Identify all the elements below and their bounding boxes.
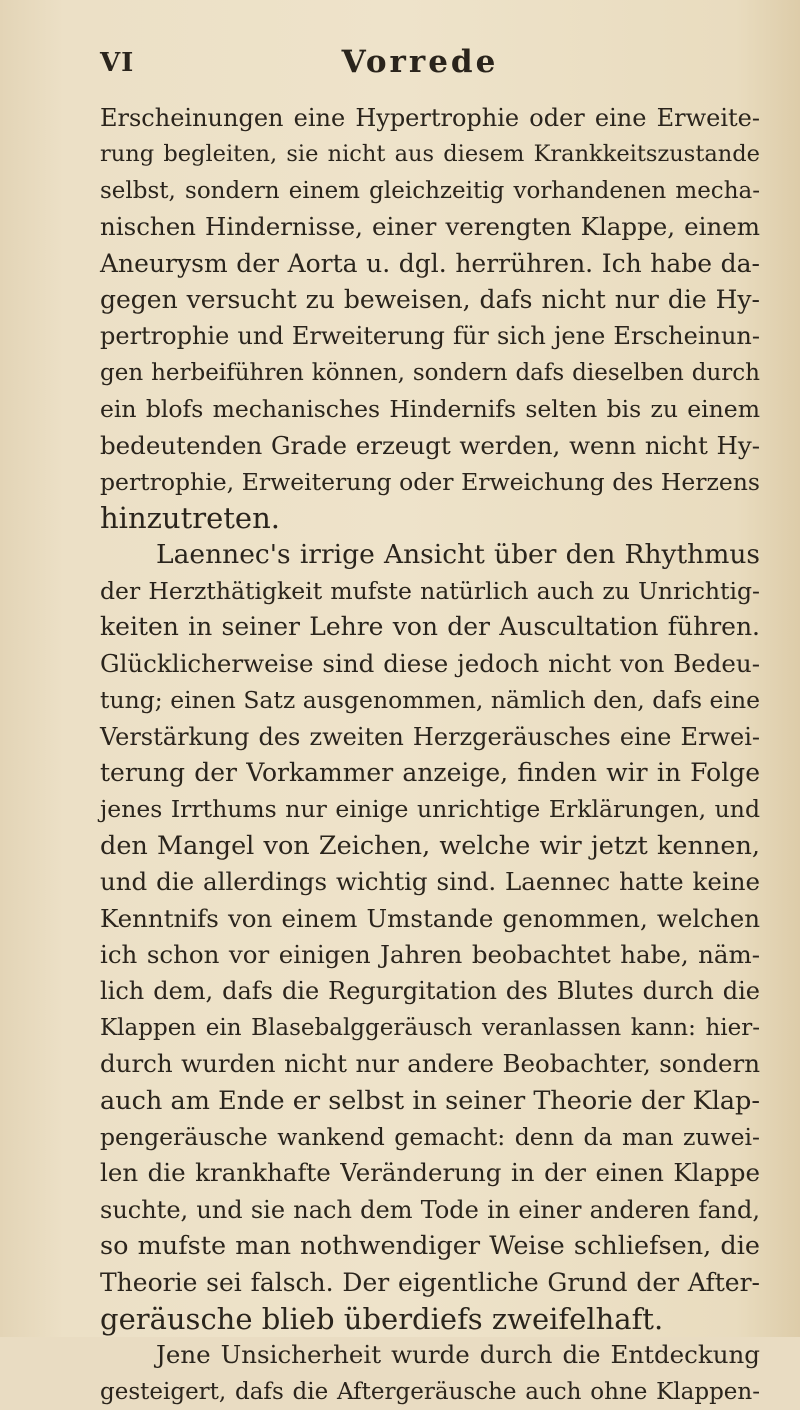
text-line: und die allerdings wichtig sind. Laennec hatte keine — [100, 867, 760, 897]
text-line: pertrophie und Erweiterung für sich jene Erscheinun- — [100, 322, 760, 351]
text-line: den Mangel von Zeichen, welche wir jetzt kennen, — [100, 830, 760, 861]
paragraph-end-line: hinzutreten. — [100, 501, 280, 536]
text-line: ich schon vor einigen Jahren beobachtet habe, näm- — [100, 939, 760, 969]
text-line: keiten in seiner Lehre von der Auscultation führen. — [100, 612, 760, 642]
text-line: nischen Hindernisse, einer verengten Klappe, einem — [100, 212, 760, 242]
text-line: terung der Vorkammer anzeige, finden wir in Folge — [100, 758, 760, 788]
text-line: len die krankhafte Veränderung in der einen Klappe — [100, 1158, 760, 1188]
body-text — [100, 100, 760, 1410]
text-line: durch wurden nicht nur andere Beobachter, sondern — [100, 1049, 760, 1079]
text-line: gesteigert, dafs die Aftergeräusche auch ohne Klappen- — [100, 1378, 760, 1405]
text-line: Erscheinungen eine Hypertrophie oder eine Erweite- — [100, 104, 760, 132]
text-line: tung; einen Satz ausgenommen, nämlich den, dafs eine — [100, 686, 760, 715]
text-line: pengeräusche wankend gemacht: denn da man zuwei- — [100, 1122, 760, 1151]
page-number: VI — [100, 48, 135, 78]
text-line: Klappen ein Blasebalggeräusch veranlassen kann: hier- — [100, 1014, 760, 1041]
text-line: Verstärkung des zweiten Herzgeräusches eine Erwei- — [100, 722, 760, 751]
paragraph-start-line: Jene Unsicherheit wurde durch die Entdeckung — [156, 1340, 760, 1370]
page-header — [100, 44, 740, 84]
text-line: Kenntnifs von einem Umstande genommen, welchen — [100, 903, 760, 933]
text-line: suchte, und sie nach dem Tode in einer anderen fand, — [100, 1195, 760, 1224]
text-line: Aneurysm der Aorta u. dgl. herrühren. Ich habe da- — [100, 248, 760, 278]
text-line: ein blofs mechanisches Hindernifs selten bis zu einem — [100, 395, 760, 424]
text-line: gegen versucht zu beweisen, dafs nicht nur die Hy- — [100, 284, 760, 314]
text-line: Theorie sei falsch. Der eigentliche Grund der After- — [100, 1267, 760, 1297]
text-line: bedeutenden Grade erzeugt werden, wenn nicht Hy- — [100, 430, 760, 460]
running-title: Vorrede — [341, 44, 499, 80]
text-line: selbst, sondern einem gleichzeitig vorhandenen mecha- — [100, 177, 760, 204]
text-line: pertrophie, Erweiterung oder Erweichung des Herzens — [100, 467, 760, 496]
text-line: Glücklicherweise sind diese jedoch nicht von Bedeu- — [100, 648, 760, 678]
paragraph-end-line: geräusche blieb überdiefs zweifelhaft. — [100, 1301, 664, 1336]
text-line: der Herzthätigkeit mufste natürlich auch zu Unrichtig- — [100, 577, 760, 606]
text-line: so mufste man nothwendiger Weise schliefsen, die — [100, 1231, 760, 1262]
text-line: jenes Irrthums nur einige unrichtige Erklärungen, und — [100, 795, 760, 824]
text-line: lich dem, dafs die Regurgitation des Blutes durch die — [100, 977, 760, 1006]
text-line: gen herbeiführen können, sondern dafs dieselben durch — [100, 359, 760, 386]
text-line: auch am Ende er selbst in seiner Theorie der Klap- — [100, 1085, 760, 1116]
text-line: rung begleiten, sie nicht aus diesem Krankkeitszustande — [100, 141, 760, 168]
paragraph-start-line: Laennec's irrige Ansicht über den Rhythmus — [156, 538, 760, 570]
